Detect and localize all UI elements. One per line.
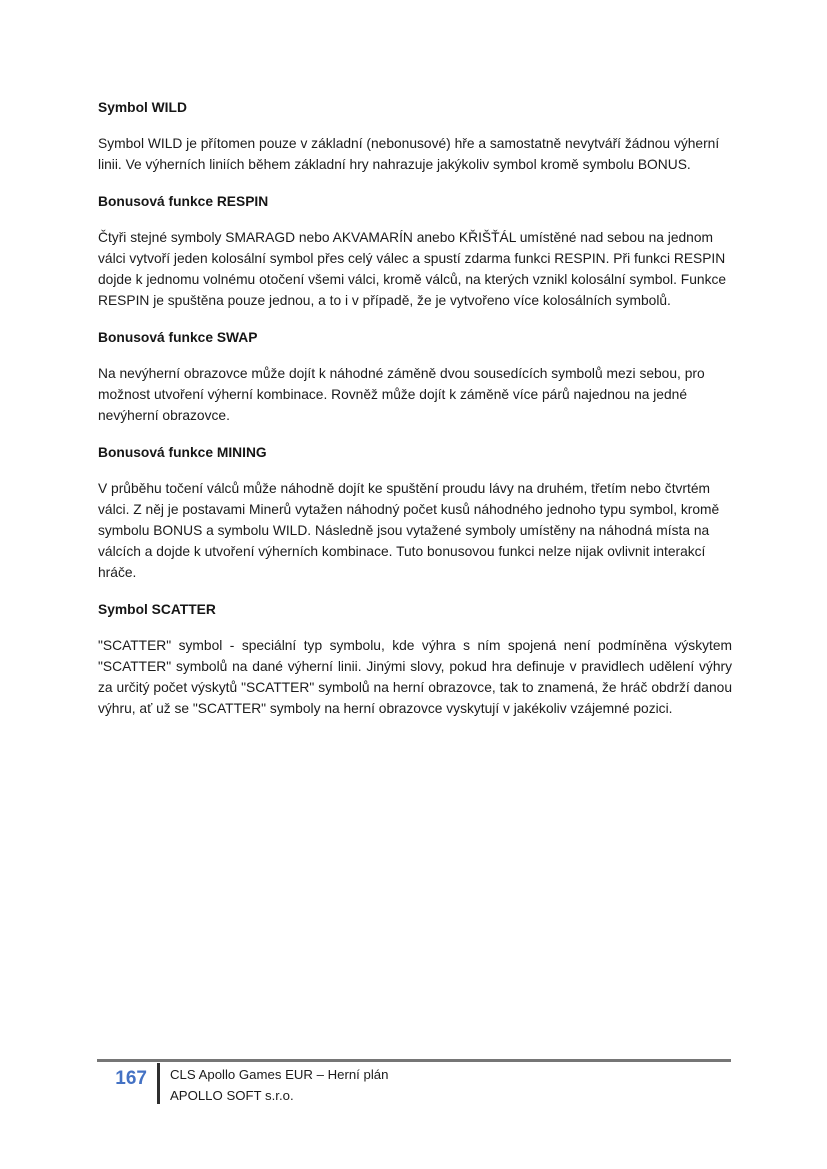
heading-symbol-wild: Symbol WILD xyxy=(98,100,187,115)
heading-funkce-respin: Bonusová funkce RESPIN xyxy=(98,194,269,209)
section-funkce-mining xyxy=(98,442,732,583)
footer-text-block xyxy=(160,1063,388,1106)
paragraph-funkce-respin: Čtyři stejné symboly SMARAGD nebo AKVAMARÍN anebo KŘIŠŤÁL umístěné nad sebou na jednom válci vytvoří jeden kolosální symbol přes celý válec a spustí zdarma funkci RESPIN. Při funkci RESPIN dojde k jednomu volnému otočení všemi válci, kromě válců, na kterých vznikl kolosální symbol. Funkce RESPIN je spuštěna pouze jednou, a to i v případě, že je vytvořeno více kolosálních symbolů. xyxy=(98,230,727,308)
section-funkce-swap xyxy=(98,327,732,426)
page-footer xyxy=(97,1059,731,1106)
paragraph-symbol-scatter: "SCATTER" symbol - speciální typ symbolu, kde výhra s ním spojená není podmíněna výskytem "SCATTER" symbolů na dané výherní linii. Jinými slovy, pokud hra definuje v pravidlech udělení výhry za určitý počet výskytů "SCATTER" symbolů na herní obrazovce, tak to znamená, že hráč obdrží danou výhru, ať už se "SCATTER" symboly na herní obrazovce vyskytují v jakékoliv vzájemné pozici. xyxy=(98,638,732,716)
heading-funkce-swap: Bonusová funkce SWAP xyxy=(98,330,258,345)
heading-funkce-mining: Bonusová funkce MINING xyxy=(98,445,267,460)
paragraph-funkce-swap: Na nevýherní obrazovce může dojít k náhodné záměně dvou sousedících symbolů mezi sebou, pro možnost utvoření výherní kombinace. Rovněž může dojít k záměně více párů najednou na jedné nevýherní obrazovce. xyxy=(98,366,705,423)
footer-company: APOLLO SOFT s.r.o. xyxy=(170,1088,294,1103)
heading-symbol-scatter: Symbol SCATTER xyxy=(98,602,216,617)
section-symbol-scatter xyxy=(98,599,732,719)
paragraph-symbol-wild: Symbol WILD je přítomen pouze v základní (nebonusové) hře a samostatně nevytváří žádnou výherní linii. Ve výherních liniích během základní hry nahrazuje jakýkoliv symbol kromě symbolu BONUS. xyxy=(98,136,720,172)
section-funkce-respin xyxy=(98,191,732,311)
page-number: 167 xyxy=(115,1068,147,1089)
paragraph-funkce-mining: V průběhu točení válců může náhodně dojít ke spuštění proudu lávy na druhém, třetím nebo čtvrtém válci. Z něj je postavami Minerů vytažen náhodný počet kusů náhodného jednoho typu symbol, kromě symbolu BONUS a symbolu WILD. Následně jsou vytažené symboly umístěny na náhodná místa na válcích a dojde k utvoření výherních kombinace. Tuto bonusovou funkci nelze nijak ovlivnit interakcí hráče. xyxy=(98,481,720,580)
section-symbol-wild xyxy=(98,97,732,175)
footer-doc-title: CLS Apollo Games EUR – Herní plán xyxy=(170,1067,389,1082)
footer-row xyxy=(97,1063,731,1106)
footer-rule xyxy=(97,1059,731,1062)
document-body xyxy=(98,97,732,735)
